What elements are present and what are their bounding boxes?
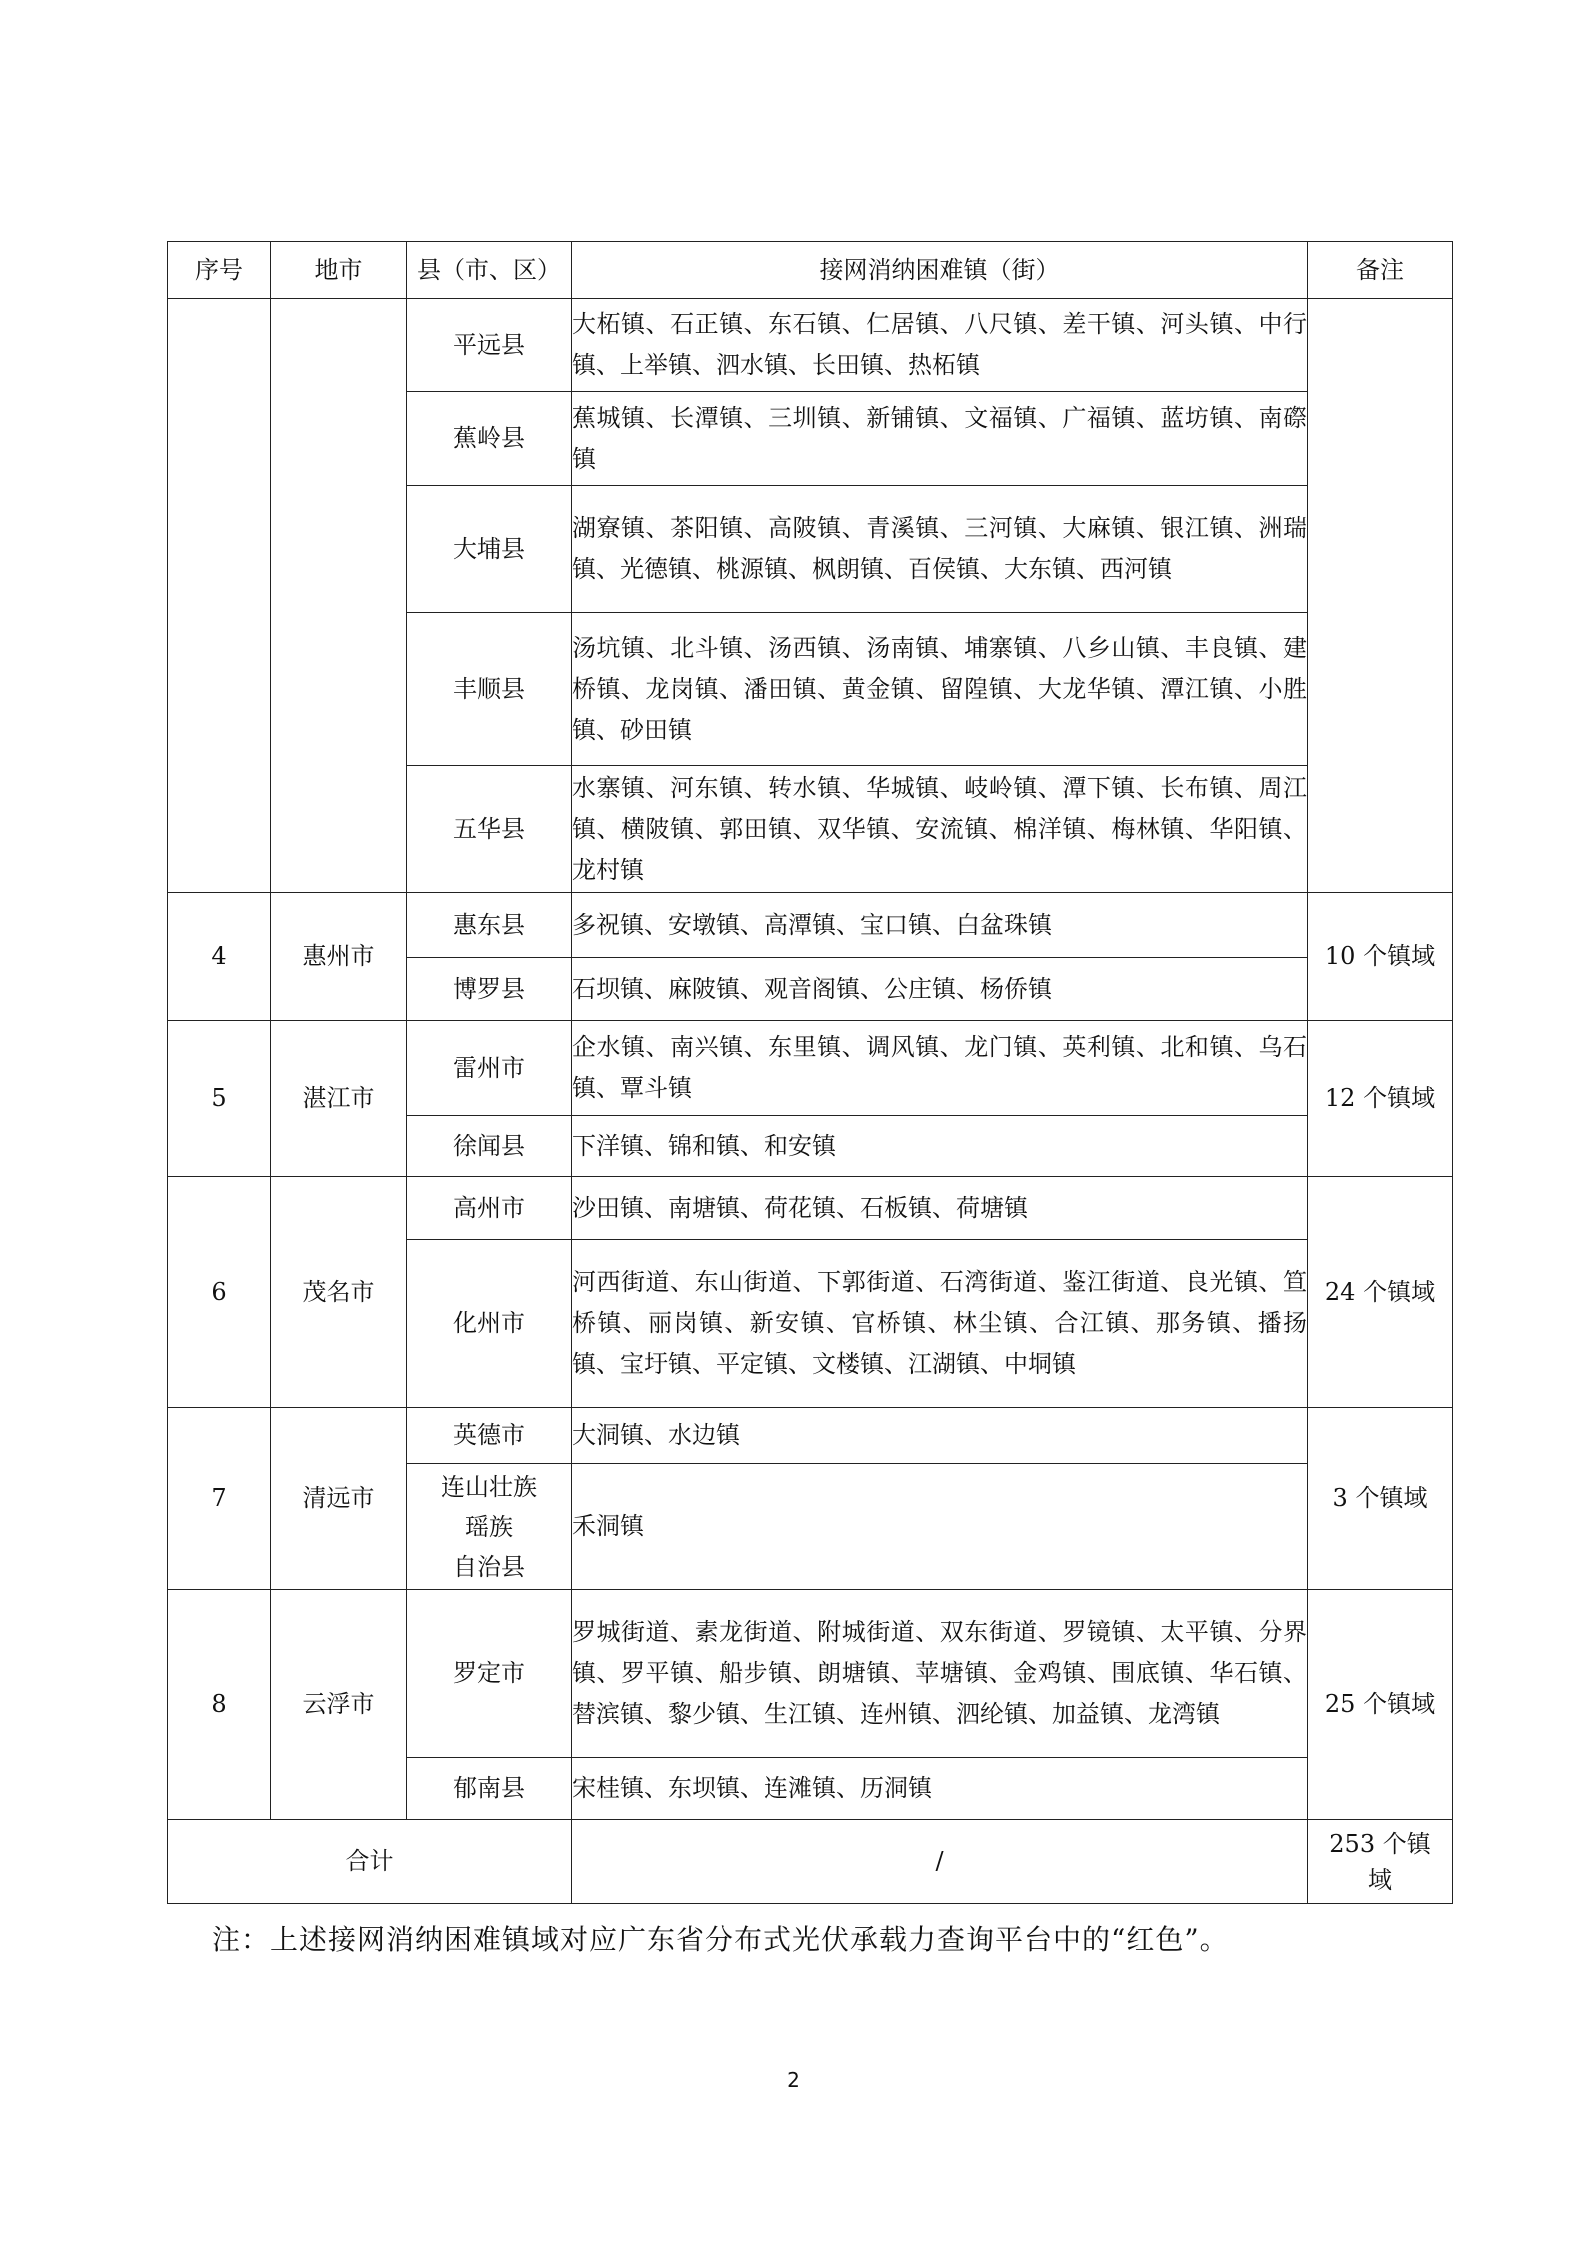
table-row [168, 1408, 1453, 1464]
towns-cell: 河西街道、东山街道、下郭街道、石湾街道、鉴江街道、良光镇、笪桥镇、丽岗镇、新安镇、官桥镇、林尘镇、合江镇、那务镇、播扬镇、宝圩镇、平定镇、文楼镇、江湖镇、中垌镇 [572, 1240, 1308, 1408]
city-cell: 湛江市 [271, 1021, 407, 1177]
towns-cell: 大洞镇、水边镇 [572, 1408, 1308, 1464]
seq-cell: 5 [168, 1021, 271, 1177]
county-cell [407, 1464, 572, 1590]
county-cell: 罗定市 [407, 1590, 572, 1758]
towns-cell: 大柘镇、石正镇、东石镇、仁居镇、八尺镇、差干镇、河头镇、中行镇、上举镇、泗水镇、长田镇、热柘镇 [572, 299, 1308, 392]
total-remark-text: 253 个镇域 [1329, 1829, 1431, 1894]
county-cell: 博罗县 [407, 958, 572, 1021]
total-row [168, 1820, 1453, 1904]
table-row [168, 1177, 1453, 1240]
remark-cell: 12 个镇域 [1308, 1021, 1453, 1177]
towns-cell: 禾洞镇 [572, 1464, 1308, 1590]
towns-cell: 多祝镇、安墩镇、高潭镇、宝口镇、白盆珠镇 [572, 893, 1308, 958]
county-line: 连山壮族 [441, 1472, 537, 1501]
table-row [168, 1590, 1453, 1758]
city-cell: 惠州市 [271, 893, 407, 1021]
total-remark [1308, 1820, 1453, 1904]
county-cell: 惠东县 [407, 893, 572, 958]
table-row [168, 299, 1453, 392]
towns-cell: 石坝镇、麻陂镇、观音阁镇、公庄镇、杨侨镇 [572, 958, 1308, 1021]
seq-cell: 4 [168, 893, 271, 1021]
county-cell: 丰顺县 [407, 613, 572, 766]
remark-cell: 10 个镇域 [1308, 893, 1453, 1021]
total-label: 合计 [168, 1820, 572, 1904]
difficult-towns-table [167, 241, 1453, 1904]
header-remark: 备注 [1308, 242, 1453, 299]
county-cell: 高州市 [407, 1177, 572, 1240]
seq-cell: 8 [168, 1590, 271, 1820]
header-city: 地市 [271, 242, 407, 299]
county-cell: 化州市 [407, 1240, 572, 1408]
remark-cell: 24 个镇域 [1308, 1177, 1453, 1408]
city-cell: 茂名市 [271, 1177, 407, 1408]
page-number: 2 [787, 2068, 800, 2092]
city-cell: 清远市 [271, 1408, 407, 1590]
county-line: 自治县 [453, 1552, 525, 1581]
towns-cell: 下洋镇、锦和镇、和安镇 [572, 1116, 1308, 1177]
seq-cell: 6 [168, 1177, 271, 1408]
county-cell: 蕉岭县 [407, 392, 572, 486]
county-cell: 平远县 [407, 299, 572, 392]
county-cell: 徐闻县 [407, 1116, 572, 1177]
county-cell: 雷州市 [407, 1021, 572, 1116]
total-towns: / [572, 1820, 1308, 1904]
county-cell: 大埔县 [407, 486, 572, 613]
county-cell: 五华县 [407, 766, 572, 893]
table-row [168, 1021, 1453, 1116]
towns-cell: 罗城街道、素龙街道、附城街道、双东街道、罗镜镇、太平镇、分界镇、罗平镇、船步镇、朗塘镇、苹塘镇、金鸡镇、围底镇、华石镇、替滨镇、黎少镇、生江镇、连州镇、泗纶镇、加益镇、龙湾镇 [572, 1590, 1308, 1758]
seq-cell-empty [168, 299, 271, 893]
header-county: 县（市、区） [407, 242, 572, 299]
towns-cell: 企水镇、南兴镇、东里镇、调风镇、龙门镇、英利镇、北和镇、乌石镇、覃斗镇 [572, 1021, 1308, 1116]
towns-cell: 蕉城镇、长潭镇、三圳镇、新铺镇、文福镇、广福镇、蓝坊镇、南磜镇 [572, 392, 1308, 486]
county-cell: 郁南县 [407, 1758, 572, 1820]
seq-cell: 7 [168, 1408, 271, 1590]
header-towns: 接网消纳困难镇（街） [572, 242, 1308, 299]
remark-cell: 25 个镇域 [1308, 1590, 1453, 1820]
city-cell: 云浮市 [271, 1590, 407, 1820]
table-header-row [168, 242, 1453, 299]
county-cell: 英德市 [407, 1408, 572, 1464]
footnote: 注：上述接网消纳困难镇域对应广东省分布式光伏承载力查询平台中的“红色”。 [212, 1923, 1229, 1956]
remark-cell: 3 个镇域 [1308, 1408, 1453, 1590]
city-cell-empty [271, 299, 407, 893]
towns-cell: 汤坑镇、北斗镇、汤西镇、汤南镇、埔寨镇、八乡山镇、丰良镇、建桥镇、龙岗镇、潘田镇、黄金镇、留隍镇、大龙华镇、潭江镇、小胜镇、砂田镇 [572, 613, 1308, 766]
remark-cell-empty [1308, 299, 1453, 893]
towns-cell: 湖寮镇、茶阳镇、高陂镇、青溪镇、三河镇、大麻镇、银江镇、洲瑞镇、光德镇、桃源镇、枫朗镇、百侯镇、大东镇、西河镇 [572, 486, 1308, 613]
county-line: 瑶族 [465, 1512, 513, 1541]
table-row [168, 893, 1453, 958]
towns-cell: 水寨镇、河东镇、转水镇、华城镇、岐岭镇、潭下镇、长布镇、周江镇、横陂镇、郭田镇、双华镇、安流镇、棉洋镇、梅林镇、华阳镇、龙村镇 [572, 766, 1308, 893]
towns-cell: 沙田镇、南塘镇、荷花镇、石板镇、荷塘镇 [572, 1177, 1308, 1240]
towns-cell: 宋桂镇、东坝镇、连滩镇、历洞镇 [572, 1758, 1308, 1820]
header-seq: 序号 [168, 242, 271, 299]
